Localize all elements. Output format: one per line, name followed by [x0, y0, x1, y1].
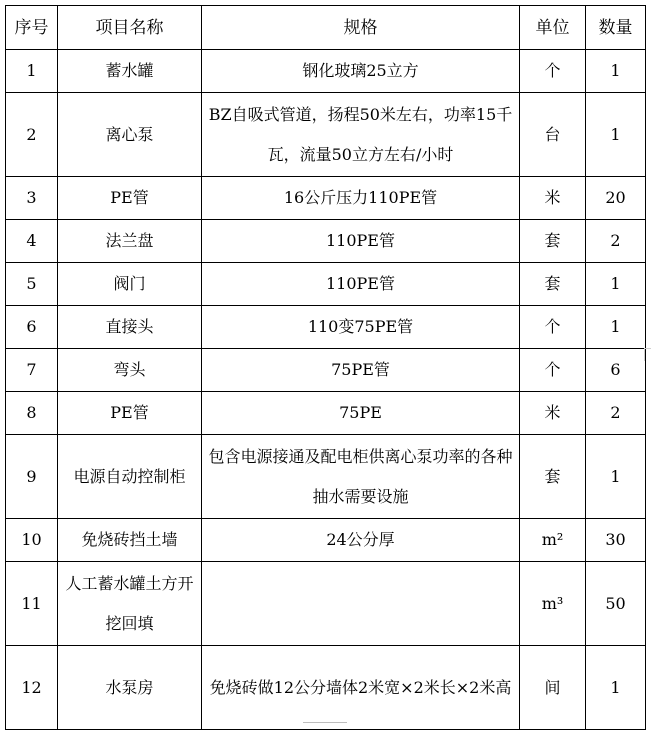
cell-no: 11	[6, 562, 58, 646]
table-row	[6, 50, 646, 93]
cell-spec: 110PE管	[202, 220, 520, 263]
cell-unit: m²	[520, 519, 586, 562]
cell-name: 阀门	[58, 263, 202, 306]
table-row	[6, 263, 646, 306]
table-row	[6, 519, 646, 562]
cell-spec: 110变75PE管	[202, 306, 520, 349]
cell-no: 4	[6, 220, 58, 263]
table-row	[6, 392, 646, 435]
cell-unit: 米	[520, 177, 586, 220]
cell-unit: 套	[520, 263, 586, 306]
cell-name: PE管	[58, 177, 202, 220]
page-bottom-mark	[303, 722, 347, 727]
cell-name: 法兰盘	[58, 220, 202, 263]
cell-spec: 16公斤压力110PE管	[202, 177, 520, 220]
cell-spec: 24公分厚	[202, 519, 520, 562]
table-row	[6, 562, 646, 646]
cell-unit: 套	[520, 435, 586, 519]
cell-name: PE管	[58, 392, 202, 435]
table-row	[6, 93, 646, 177]
cell-spec: 包含电源接通及配电柜供离心泵功率的各种抽水需要设施	[202, 435, 520, 519]
page-edge-mark	[644, 348, 651, 361]
cell-name: 电源自动控制柜	[58, 435, 202, 519]
table-row	[6, 306, 646, 349]
cell-spec: 钢化玻璃25立方	[202, 50, 520, 93]
cell-name: 离心泵	[58, 93, 202, 177]
table-row	[6, 349, 646, 392]
header-spec: 规格	[202, 6, 520, 50]
cell-name: 蓄水罐	[58, 50, 202, 93]
header-qty: 数量	[586, 6, 646, 50]
table-row	[6, 177, 646, 220]
header-unit: 单位	[520, 6, 586, 50]
table-row	[6, 220, 646, 263]
cell-qty: 6	[586, 349, 646, 392]
spec-table-container	[5, 5, 646, 730]
cell-qty: 1	[586, 435, 646, 519]
cell-qty: 30	[586, 519, 646, 562]
cell-name: 直接头	[58, 306, 202, 349]
cell-name: 免烧砖挡土墙	[58, 519, 202, 562]
cell-unit: 间	[520, 646, 586, 730]
cell-no: 7	[6, 349, 58, 392]
cell-name: 弯头	[58, 349, 202, 392]
cell-no: 2	[6, 93, 58, 177]
cell-qty: 2	[586, 220, 646, 263]
cell-qty: 1	[586, 93, 646, 177]
cell-spec: 免烧砖做12公分墙体2米宽×2米长×2米高	[202, 646, 520, 730]
cell-spec: BZ自吸式管道，扬程50米左右，功率15千瓦，流量50立方左右/小时	[202, 93, 520, 177]
cell-no: 5	[6, 263, 58, 306]
cell-qty: 1	[586, 50, 646, 93]
cell-qty: 1	[586, 646, 646, 730]
header-name: 项目名称	[58, 6, 202, 50]
cell-qty: 1	[586, 263, 646, 306]
cell-unit: 台	[520, 93, 586, 177]
cell-no: 12	[6, 646, 58, 730]
cell-spec: 110PE管	[202, 263, 520, 306]
cell-unit: 个	[520, 306, 586, 349]
cell-spec: 75PE管	[202, 349, 520, 392]
equipment-spec-table	[5, 5, 646, 730]
cell-qty: 2	[586, 392, 646, 435]
cell-unit: 个	[520, 50, 586, 93]
cell-unit: m³	[520, 562, 586, 646]
cell-name: 人工蓄水罐土方开挖回填	[58, 562, 202, 646]
cell-name: 水泵房	[58, 646, 202, 730]
cell-no: 10	[6, 519, 58, 562]
cell-no: 8	[6, 392, 58, 435]
cell-spec	[202, 562, 520, 646]
cell-qty: 20	[586, 177, 646, 220]
table-row	[6, 435, 646, 519]
cell-qty: 1	[586, 306, 646, 349]
cell-unit: 套	[520, 220, 586, 263]
cell-unit: 米	[520, 392, 586, 435]
table-row	[6, 646, 646, 730]
table-header-row	[6, 6, 646, 50]
cell-no: 1	[6, 50, 58, 93]
cell-unit: 个	[520, 349, 586, 392]
cell-qty: 50	[586, 562, 646, 646]
cell-no: 6	[6, 306, 58, 349]
header-no: 序号	[6, 6, 58, 50]
cell-spec: 75PE	[202, 392, 520, 435]
cell-no: 9	[6, 435, 58, 519]
cell-no: 3	[6, 177, 58, 220]
